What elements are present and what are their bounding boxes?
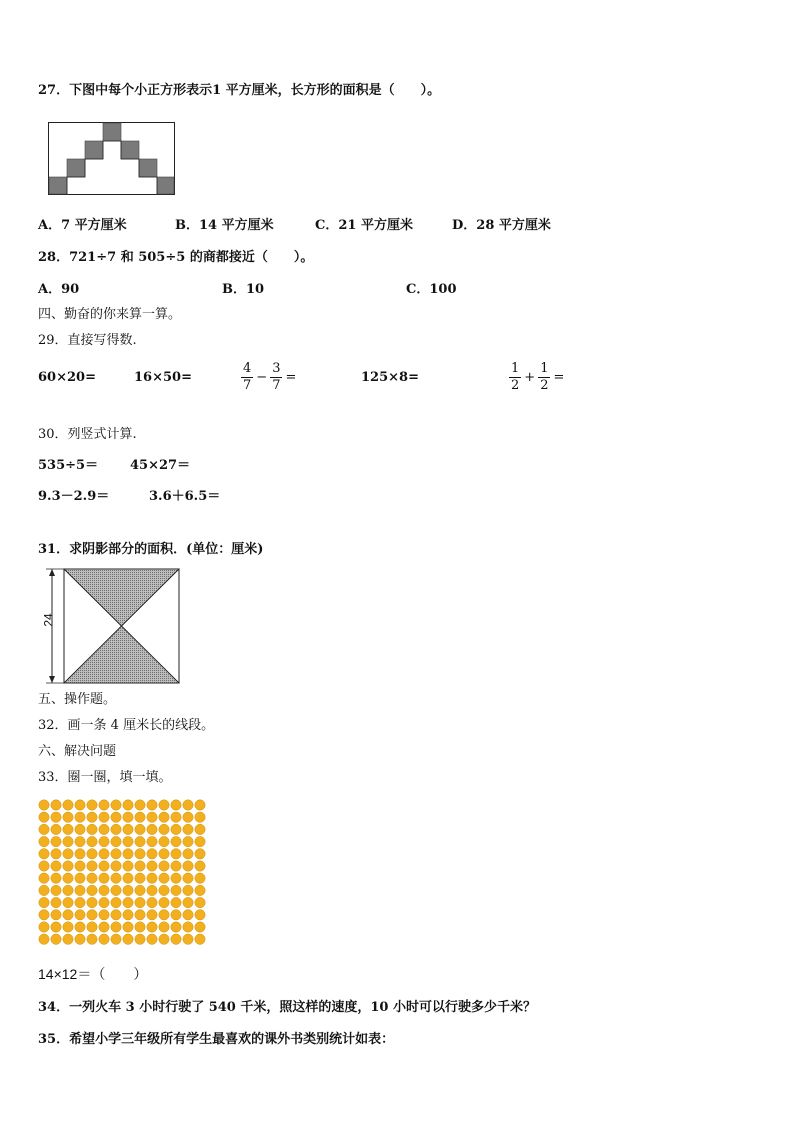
dot bbox=[159, 910, 169, 920]
dot bbox=[135, 885, 145, 895]
dot bbox=[135, 910, 145, 920]
dot bbox=[183, 836, 193, 846]
dot bbox=[183, 849, 193, 859]
dot bbox=[51, 812, 61, 822]
q29-stem: 29．直接写得数. bbox=[38, 333, 137, 348]
dot bbox=[135, 922, 145, 932]
dot bbox=[171, 910, 181, 920]
dot bbox=[147, 897, 157, 907]
dot bbox=[147, 885, 157, 895]
dot bbox=[39, 922, 49, 932]
dot bbox=[39, 897, 49, 907]
dot bbox=[63, 922, 73, 932]
dot bbox=[51, 934, 61, 944]
equals: = bbox=[553, 370, 565, 385]
dot bbox=[99, 873, 109, 883]
dot bbox=[75, 910, 85, 920]
dot bbox=[147, 824, 157, 834]
q29-item-3: 125×8= bbox=[361, 370, 419, 385]
operator: + bbox=[524, 370, 536, 385]
dot bbox=[135, 861, 145, 871]
dot bbox=[99, 922, 109, 932]
dot bbox=[147, 910, 157, 920]
dot bbox=[135, 824, 145, 834]
dot bbox=[195, 849, 205, 859]
dot bbox=[111, 885, 121, 895]
dot bbox=[75, 897, 85, 907]
q30-item-3: 9.3－2.9＝ bbox=[38, 489, 110, 504]
dot bbox=[39, 849, 49, 859]
dot bbox=[183, 824, 193, 834]
dot bbox=[195, 922, 205, 932]
dot bbox=[111, 873, 121, 883]
q27-option-c[interactable]: C．21 平方厘米 bbox=[315, 218, 413, 233]
dot bbox=[171, 922, 181, 932]
dot bbox=[111, 849, 121, 859]
dot bbox=[111, 812, 121, 822]
section-6-heading: 六、解决问题 bbox=[38, 744, 117, 759]
dot bbox=[123, 861, 133, 871]
dot bbox=[159, 897, 169, 907]
dot bbox=[171, 934, 181, 944]
dot bbox=[51, 873, 61, 883]
dot bbox=[51, 922, 61, 932]
dot bbox=[195, 812, 205, 822]
dot bbox=[111, 897, 121, 907]
dot bbox=[87, 836, 97, 846]
dot bbox=[63, 861, 73, 871]
dot bbox=[87, 800, 97, 810]
dot bbox=[171, 812, 181, 822]
dot bbox=[63, 800, 73, 810]
q28-option-c[interactable]: C．100 bbox=[406, 282, 457, 297]
dot bbox=[111, 934, 121, 944]
dot bbox=[123, 812, 133, 822]
dot bbox=[87, 910, 97, 920]
dot bbox=[39, 861, 49, 871]
dot bbox=[171, 885, 181, 895]
dot bbox=[87, 885, 97, 895]
dot bbox=[195, 836, 205, 846]
dot bbox=[75, 824, 85, 834]
dot bbox=[159, 836, 169, 846]
dot bbox=[75, 873, 85, 883]
dot bbox=[159, 885, 169, 895]
dot bbox=[123, 849, 133, 859]
dot bbox=[87, 934, 97, 944]
dot bbox=[171, 861, 181, 871]
dot bbox=[63, 897, 73, 907]
dot bbox=[183, 861, 193, 871]
dot bbox=[111, 910, 121, 920]
dot bbox=[171, 849, 181, 859]
dot bbox=[99, 800, 109, 810]
dot bbox=[123, 910, 133, 920]
dot bbox=[123, 885, 133, 895]
q27-option-a[interactable]: A．7 平方厘米 bbox=[38, 218, 127, 233]
dot bbox=[195, 824, 205, 834]
dot bbox=[63, 812, 73, 822]
dot bbox=[147, 849, 157, 859]
dot bbox=[123, 922, 133, 932]
q29-item-2: 16×50= bbox=[134, 370, 192, 385]
dot bbox=[51, 897, 61, 907]
dot bbox=[111, 824, 121, 834]
dot bbox=[159, 800, 169, 810]
dot bbox=[111, 836, 121, 846]
dot bbox=[63, 910, 73, 920]
dot bbox=[75, 812, 85, 822]
fraction-b: $\frac{1}{2}$ bbox=[540, 361, 549, 393]
q27-option-b[interactable]: B．14 平方厘米 bbox=[175, 218, 274, 233]
dot bbox=[99, 824, 109, 834]
dot bbox=[75, 861, 85, 871]
dot bbox=[51, 800, 61, 810]
dot bbox=[195, 861, 205, 871]
q34-stem: 34．一列火车 3 小时行驶了 540 千米，照这样的速度，10 小时可以行驶多少千米？ bbox=[38, 1000, 536, 1015]
dot bbox=[39, 836, 49, 846]
fraction-b: $\frac{3}{7}$ bbox=[272, 361, 281, 393]
dot bbox=[63, 849, 73, 859]
dot bbox=[123, 873, 133, 883]
dot bbox=[195, 897, 205, 907]
dot bbox=[159, 873, 169, 883]
q35-stem: 35．希望小学三年级所有学生最喜欢的课外书类别统计如表： bbox=[38, 1032, 395, 1047]
dot bbox=[39, 885, 49, 895]
dot bbox=[111, 922, 121, 932]
q30-item-2: 45×27＝ bbox=[130, 458, 191, 473]
dot bbox=[39, 824, 49, 834]
dot bbox=[75, 836, 85, 846]
dot bbox=[135, 934, 145, 944]
dot bbox=[75, 934, 85, 944]
dot bbox=[63, 934, 73, 944]
dot bbox=[87, 873, 97, 883]
dot bbox=[159, 849, 169, 859]
dot bbox=[135, 812, 145, 822]
dot bbox=[99, 836, 109, 846]
dot bbox=[87, 897, 97, 907]
q31-dimension-label: 24 bbox=[41, 613, 56, 627]
operator: − bbox=[256, 370, 268, 385]
dot bbox=[159, 934, 169, 944]
q29-fraction-expression-2 bbox=[508, 361, 566, 394]
dot bbox=[195, 934, 205, 944]
dot bbox=[99, 934, 109, 944]
dot bbox=[51, 824, 61, 834]
q33-stem: 33．圈一圈，填一填。 bbox=[38, 770, 172, 785]
dot bbox=[87, 812, 97, 822]
q27-stem: 27．下图中每个小正方形表示1 平方厘米，长方形的面积是（ ）。 bbox=[38, 83, 441, 98]
dot bbox=[135, 873, 145, 883]
dot bbox=[39, 910, 49, 920]
dot bbox=[75, 885, 85, 895]
fraction-a: $\frac{1}{2}$ bbox=[511, 361, 520, 393]
dot bbox=[75, 800, 85, 810]
dot bbox=[147, 873, 157, 883]
dot bbox=[171, 873, 181, 883]
dot bbox=[99, 849, 109, 859]
dot bbox=[123, 836, 133, 846]
dot bbox=[99, 910, 109, 920]
staircase-figure bbox=[48, 122, 176, 196]
dot bbox=[135, 897, 145, 907]
section-4-heading: 四、勤奋的你来算一算。 bbox=[38, 307, 182, 322]
dot bbox=[183, 910, 193, 920]
dot bbox=[75, 922, 85, 932]
dot bbox=[183, 812, 193, 822]
dot-grid bbox=[38, 799, 214, 949]
dot bbox=[183, 897, 193, 907]
dot bbox=[99, 812, 109, 822]
q29-item-1: 60×20= bbox=[38, 370, 96, 385]
dot bbox=[99, 897, 109, 907]
dot bbox=[183, 934, 193, 944]
shaded-square-figure bbox=[40, 566, 184, 688]
dot bbox=[171, 800, 181, 810]
dot bbox=[147, 812, 157, 822]
dot bbox=[51, 910, 61, 920]
dot bbox=[99, 885, 109, 895]
dot bbox=[147, 934, 157, 944]
dot bbox=[135, 836, 145, 846]
dot bbox=[51, 849, 61, 859]
dot bbox=[39, 800, 49, 810]
dot bbox=[87, 922, 97, 932]
dot bbox=[135, 800, 145, 810]
dot bbox=[159, 812, 169, 822]
q30-item-1: 535÷5＝ bbox=[38, 458, 99, 473]
dot bbox=[123, 897, 133, 907]
fraction-a: $\frac{4}{7}$ bbox=[243, 361, 252, 393]
dot bbox=[195, 873, 205, 883]
dot bbox=[195, 800, 205, 810]
q28-option-b[interactable]: B．10 bbox=[222, 282, 265, 297]
dot bbox=[171, 824, 181, 834]
dot bbox=[87, 861, 97, 871]
dot bbox=[171, 897, 181, 907]
q31-stem: 31．求阴影部分的面积．(单位：厘米) bbox=[38, 542, 264, 557]
dot bbox=[111, 800, 121, 810]
q27-option-d[interactable]: D．28 平方厘米 bbox=[452, 218, 551, 233]
equals: = bbox=[285, 370, 297, 385]
dot bbox=[147, 836, 157, 846]
dot bbox=[123, 824, 133, 834]
dot bbox=[63, 873, 73, 883]
dot bbox=[111, 861, 121, 871]
dot bbox=[135, 849, 145, 859]
q32-stem: 32．画一条 4 厘米长的线段。 bbox=[38, 718, 215, 733]
dot bbox=[63, 836, 73, 846]
dot bbox=[123, 800, 133, 810]
dot bbox=[195, 885, 205, 895]
dot bbox=[87, 849, 97, 859]
dot bbox=[195, 910, 205, 920]
dot bbox=[39, 873, 49, 883]
q29-fraction-expression-1 bbox=[240, 361, 298, 394]
dot bbox=[51, 836, 61, 846]
section-5-heading: 五、操作题。 bbox=[38, 692, 117, 707]
q30-item-4: 3.6＋6.5＝ bbox=[149, 489, 221, 504]
dot bbox=[51, 885, 61, 895]
dot bbox=[51, 861, 61, 871]
dot bbox=[171, 836, 181, 846]
dot bbox=[75, 849, 85, 859]
dot bbox=[183, 885, 193, 895]
q28-option-a[interactable]: A．90 bbox=[38, 282, 80, 297]
dot bbox=[63, 824, 73, 834]
dot bbox=[183, 800, 193, 810]
dot bbox=[159, 922, 169, 932]
q30-stem: 30．列竖式计算. bbox=[38, 427, 137, 442]
dot bbox=[147, 861, 157, 871]
dot bbox=[63, 885, 73, 895]
dot bbox=[39, 934, 49, 944]
q33-equation: 14×12＝（ ） bbox=[38, 966, 148, 982]
dot bbox=[183, 922, 193, 932]
dot bbox=[123, 934, 133, 944]
dot bbox=[183, 873, 193, 883]
dot bbox=[39, 812, 49, 822]
dot bbox=[87, 824, 97, 834]
dot bbox=[147, 800, 157, 810]
q28-stem: 28．721÷7 和 505÷5 的商都接近（ ）。 bbox=[38, 250, 314, 265]
dot bbox=[147, 922, 157, 932]
dot bbox=[99, 861, 109, 871]
dot bbox=[159, 824, 169, 834]
dot bbox=[159, 861, 169, 871]
